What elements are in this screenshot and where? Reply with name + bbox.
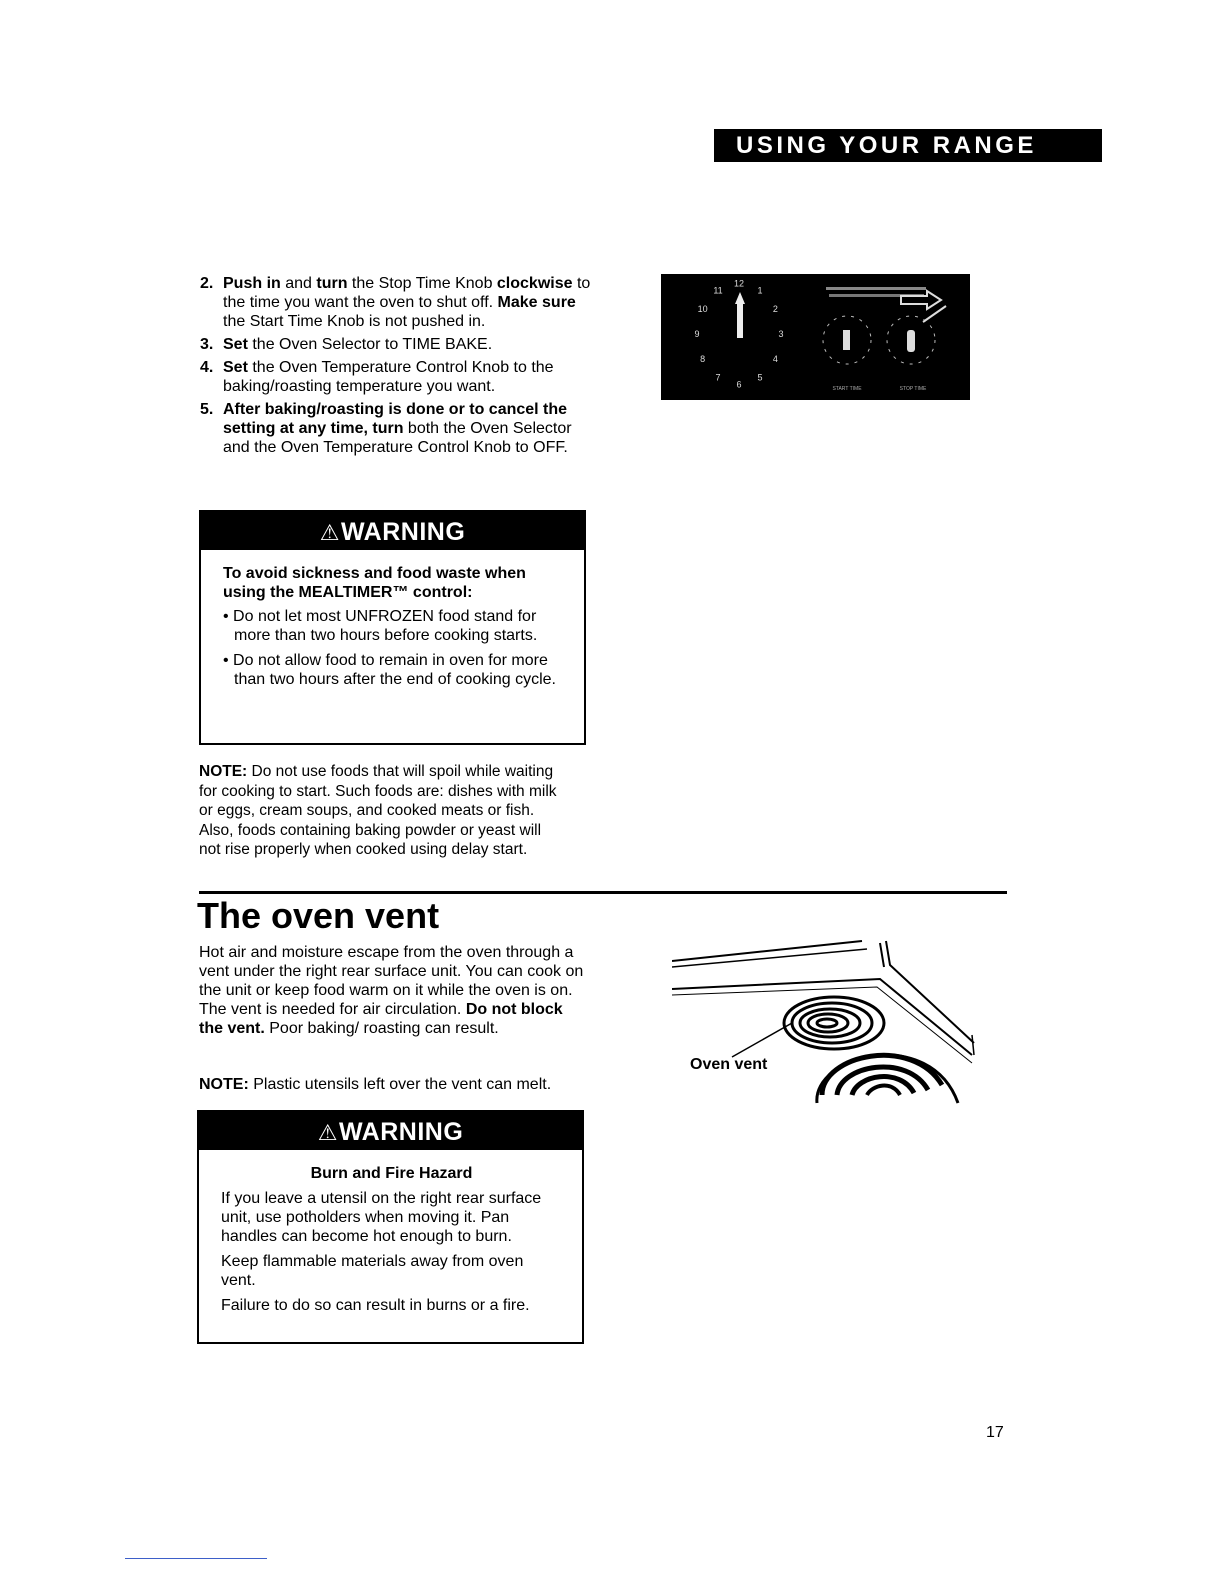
step-text: Set bbox=[223, 359, 248, 376]
clock-number: 4 bbox=[772, 354, 778, 365]
step-text: Push in bbox=[223, 275, 281, 292]
step-number: 3. bbox=[200, 336, 214, 353]
control-panel-illustration bbox=[661, 274, 970, 400]
oven-vent-illustration bbox=[672, 935, 992, 1105]
clock-number: 1 bbox=[757, 285, 763, 296]
step-text: the Stop Time Knob bbox=[347, 275, 497, 292]
step-item bbox=[200, 335, 595, 354]
step-number: 2. bbox=[200, 275, 214, 292]
clock-number: 6 bbox=[736, 379, 742, 390]
clock-number: 2 bbox=[772, 303, 778, 314]
section-header: USING YOUR RANGE bbox=[714, 129, 1102, 162]
clock-number: 5 bbox=[757, 372, 763, 383]
step-text: Set bbox=[223, 336, 248, 353]
step-text: to the time you want the oven to shut off. bbox=[223, 275, 591, 311]
clock-hand bbox=[737, 300, 743, 338]
clock-number: 8 bbox=[700, 354, 706, 365]
step-number: 5. bbox=[200, 401, 214, 418]
note-text: Do not use foods that will spoil while waiting for cooking to start. Such foods are: dishes with milk or eggs, cream soups, and cooked meats or fish. Also, foods containing baking powder or yeast will not rise properly when cooked using delay start. bbox=[199, 763, 557, 858]
step-text: both the Oven Selector and the Oven Temperature Control Knob to OFF. bbox=[223, 420, 572, 456]
step-item bbox=[200, 400, 595, 457]
warning-bullet: • Do not allow food to remain in oven for more than two hours after the end of cooking cycle. bbox=[223, 652, 556, 688]
clock-number: 9 bbox=[694, 329, 700, 339]
warning-paragraph: Keep flammable materials away from oven vent. bbox=[221, 1253, 524, 1289]
step-text: clockwise bbox=[496, 275, 573, 292]
step-item bbox=[200, 274, 595, 331]
step-text: and bbox=[280, 275, 317, 292]
burn-warning-box bbox=[197, 1110, 584, 1344]
warning-triangle-icon: ⚠ bbox=[319, 520, 340, 545]
warning-triangle-icon: ⚠ bbox=[317, 1120, 338, 1145]
vent-description: Hot air and moisture escape from the oven through a vent under the right rear surface unit. You can cook on the unit or keep food warm on it while the oven is on. The vent is needed for air circulation. Do not block the vent. Poor baking/ roasting can result. bbox=[199, 944, 584, 1037]
clock-number: 10 bbox=[697, 303, 708, 314]
warning-paragraph: If you leave a utensil on the right rear surface unit, use potholders when moving it. Pan handles can become hot enough to burn. bbox=[221, 1190, 542, 1245]
start-time-label: START TIME bbox=[832, 386, 862, 392]
warning-lead: To avoid sickness and food waste when using the MEALTIMER™ control: bbox=[223, 565, 526, 601]
clock-number: 12 bbox=[733, 278, 745, 289]
note-label: NOTE: bbox=[199, 763, 248, 780]
vent-emphasis: Do not block the vent. bbox=[199, 1001, 563, 1037]
clock-number: 3 bbox=[778, 329, 784, 339]
step-text: After baking/roasting is done or to cancel the setting at any time, turn bbox=[223, 401, 568, 437]
step-text: turn bbox=[316, 275, 348, 292]
mealtimer-warning-box bbox=[199, 510, 586, 745]
step-item bbox=[200, 358, 595, 396]
warning-header bbox=[201, 512, 584, 550]
step-text: the Oven Temperature Control Knob to the baking/roasting temperature you want. bbox=[223, 359, 554, 395]
step-text: the Start Time Knob is not pushed in. bbox=[223, 313, 486, 330]
warning-title: WARNING bbox=[338, 1118, 464, 1146]
step-text: the Oven Selector to TIME BAKE. bbox=[247, 336, 493, 353]
plastic-note: NOTE: Plastic utensils left over the vent can melt. bbox=[199, 1076, 552, 1093]
stop-time-label: STOP TIME bbox=[899, 386, 927, 392]
step-text: Make sure bbox=[497, 294, 576, 311]
warning-title: WARNING bbox=[340, 518, 466, 546]
instruction-steps bbox=[200, 274, 595, 461]
section-title: The oven vent bbox=[197, 895, 440, 936]
page-number: 17 bbox=[986, 1424, 1004, 1441]
warning-bullet: • Do not let most UNFROZEN food stand for more than two hours before cooking starts. bbox=[223, 608, 538, 644]
step-number: 4. bbox=[200, 359, 214, 376]
spoil-note bbox=[199, 762, 559, 860]
warning-paragraph: Failure to do so can result in burns or a fire. bbox=[221, 1297, 530, 1314]
oven-vent-label: Oven vent bbox=[690, 1056, 768, 1073]
hazard-title: Burn and Fire Hazard bbox=[310, 1165, 473, 1182]
warning-header bbox=[199, 1112, 582, 1150]
clock-number: 11 bbox=[713, 285, 723, 296]
footer-line bbox=[125, 1558, 267, 1559]
clock-number: 7 bbox=[715, 372, 721, 383]
